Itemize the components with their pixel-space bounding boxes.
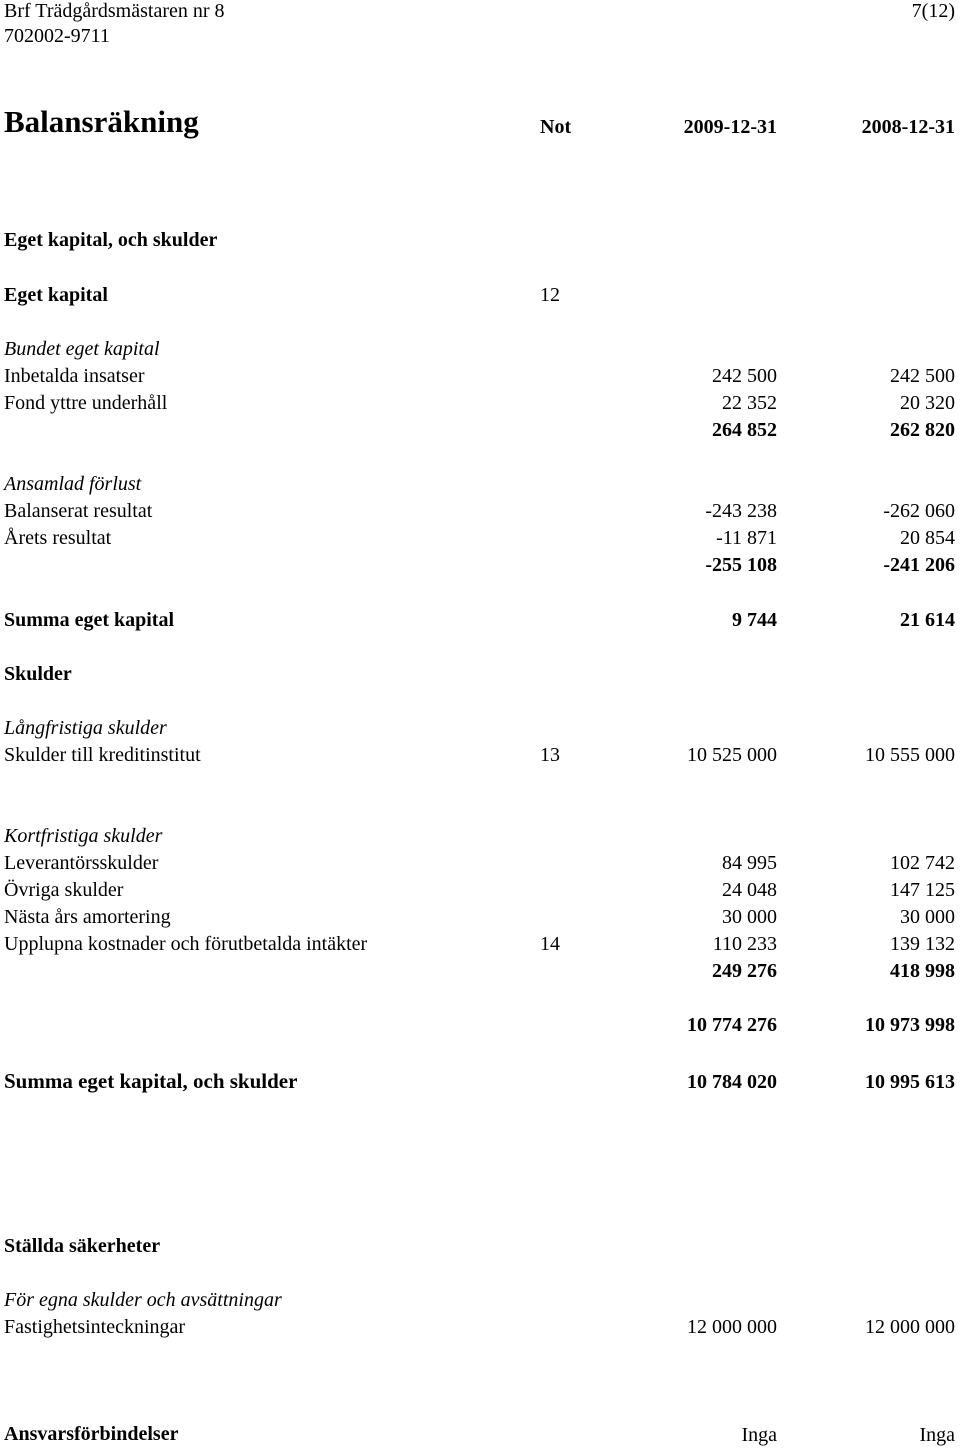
subtotal-2009: -255 108 (705, 554, 777, 576)
section-heading: Skulder (4, 663, 72, 685)
section-heading: Ansvarsförbindelser (4, 1423, 179, 1445)
total-value-2009: 9 744 (732, 609, 777, 631)
row-value-2008: 10 555 000 (865, 744, 955, 766)
row-value-2008: 147 125 (890, 879, 955, 901)
row-value-2008: 102 742 (890, 852, 955, 874)
note-reference: 13 (540, 744, 560, 766)
grand-total-label: Summa eget kapital, och skulder (4, 1069, 298, 1093)
subtotal-2009: 249 276 (712, 960, 777, 982)
row-value-2009: 24 048 (722, 879, 777, 901)
subsection-heading: Ansamlad förlust (4, 473, 142, 495)
row-value-2008: -262 060 (883, 500, 955, 522)
subsection-heading: För egna skulder och avsättningar (4, 1289, 282, 1311)
subsection-heading: Långfristiga skulder (4, 717, 167, 739)
row-value-2008: 139 132 (890, 933, 955, 955)
section-heading: Eget kapital (4, 284, 108, 306)
subtotal-2008: 10 973 998 (865, 1014, 955, 1036)
total-label: Summa eget kapital (4, 609, 174, 631)
row-label: Balanserat resultat (4, 500, 153, 522)
grand-total-2009: 10 784 020 (687, 1071, 777, 1093)
row-value-2009: 22 352 (722, 392, 777, 414)
row-value-2008: 12 000 000 (865, 1316, 955, 1338)
page-number: 7(12) (911, 0, 955, 22)
organization-name: Brf Trädgårdsmästaren nr 8 (4, 0, 225, 22)
row-value-2009: -11 871 (716, 527, 777, 549)
row-label: Fond yttre underhåll (4, 392, 168, 414)
row-label: Övriga skulder (4, 879, 124, 901)
row-label: Skulder till kreditinstitut (4, 744, 201, 766)
note-reference: 14 (540, 933, 560, 955)
row-value-2008: 20 854 (900, 527, 955, 549)
column-header-2008: 2008-12-31 (861, 116, 955, 138)
subtotal-2008: 418 998 (890, 960, 955, 982)
subtotal-2008: -241 206 (883, 554, 955, 576)
column-header-2009: 2009-12-31 (683, 116, 777, 138)
column-header-not: Not (540, 116, 572, 138)
section-heading: Ställda säkerheter (4, 1235, 161, 1257)
total-value-2008: 21 614 (900, 609, 955, 631)
note-reference: 12 (540, 284, 560, 306)
grand-total-2008: 10 995 613 (865, 1071, 955, 1093)
row-value-2008: 242 500 (890, 365, 955, 387)
row-label: Fastighetsinteckningar (4, 1316, 186, 1338)
row-value-2009: 12 000 000 (687, 1316, 777, 1338)
row-value-2009: 242 500 (712, 365, 777, 387)
row-label: Inbetalda insatser (4, 365, 145, 387)
row-value-2009: -243 238 (705, 500, 777, 522)
row-label: Årets resultat (4, 527, 112, 549)
row-value-2009: Inga (741, 1424, 777, 1446)
page-title: Balansräkning (4, 104, 199, 139)
row-label: Leverantörsskulder (4, 852, 159, 874)
row-value-2009: 30 000 (722, 906, 777, 928)
organization-number: 702002-9711 (4, 25, 110, 47)
section-heading: Eget kapital, och skulder (4, 229, 218, 251)
row-value-2008: 20 320 (900, 392, 955, 414)
subtotal-2008: 262 820 (890, 419, 955, 441)
subtotal-2009: 10 774 276 (687, 1014, 777, 1036)
row-value-2009: 10 525 000 (687, 744, 777, 766)
row-label: Upplupna kostnader och förutbetalda intäkter (4, 933, 368, 955)
subtotal-2009: 264 852 (712, 419, 777, 441)
subsection-heading: Kortfristiga skulder (4, 825, 163, 847)
row-label: Nästa års amortering (4, 906, 171, 928)
row-value-2008: 30 000 (900, 906, 955, 928)
row-value-2009: 84 995 (722, 852, 777, 874)
subsection-heading: Bundet eget kapital (4, 338, 160, 360)
row-value-2008: Inga (919, 1424, 955, 1446)
row-value-2009: 110 233 (712, 933, 777, 955)
